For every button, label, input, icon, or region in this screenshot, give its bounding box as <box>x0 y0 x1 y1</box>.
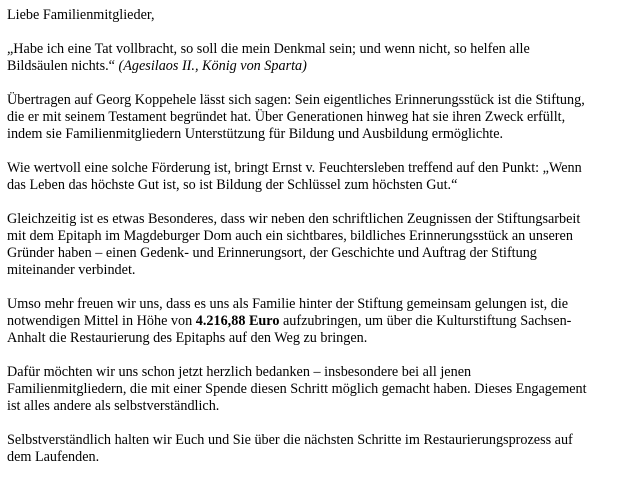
letter-body <box>7 7 612 466</box>
paragraph-line: indem sie Familienmitgliedern Unterstützung für Bildung und Ausbildung ermöglichte. <box>7 126 504 142</box>
paragraph-updates <box>7 432 612 466</box>
paragraph-line: Anhalt die Restaurierung des Epitaphs auf den Weg zu bringen. <box>7 330 368 346</box>
paragraph-thanks <box>7 364 612 415</box>
paragraph-foundation <box>7 92 612 143</box>
paragraph-line: mit dem Epitaph im Magdeburger Dom auch ein sichtbares, bildliches Erinnerungsstück an unseren <box>7 228 573 244</box>
paragraph-line: ist alles andere als selbstverständlich. <box>7 398 220 414</box>
paragraph-line: dem Laufenden. <box>7 449 100 465</box>
paragraph-line: Gründer haben – einen Gedenk- und Erinnerungsort, der Geschichte und Auftrag der Stiftung <box>7 245 537 261</box>
paragraph-line: das Leben das höchste Gut ist, so ist Bildung der Schlüssel zum höchsten Gut.“ <box>7 177 458 193</box>
paragraph-line: Familienmitgliedern, die mit einer Spende diesen Schritt möglich gemacht haben. Dieses Engagement <box>7 381 587 397</box>
letter-greeting: Liebe Familienmitglieder, <box>7 7 155 23</box>
paragraph-funding <box>7 296 612 347</box>
quote-line-end <box>7 58 612 75</box>
quote-text-end: Bildsäulen nichts.“ <box>7 58 119 74</box>
donation-amount: 4.216,88 Euro <box>195 313 280 329</box>
quote-line: „Habe ich eine Tat vollbracht, so soll die mein Denkmal sein; und wenn nicht, so helfen alle <box>7 41 530 57</box>
paragraph-line: Wie wertvoll eine solche Förderung ist, bringt Ernst v. Feuchtersleben treffend auf den Punkt: „Wenn <box>7 160 582 176</box>
paragraph-line: Dafür möchten wir uns schon jetzt herzlich bedanken – insbesondere bei all jenen <box>7 364 472 380</box>
paragraph-line-amount <box>7 313 612 330</box>
quote-attribution: (Agesilaos II., König von Sparta) <box>118 58 307 74</box>
paragraph-line: Übertragen auf Georg Koppehele lässt sich sagen: Sein eigentliches Erinnerungsstück ist die Stiftung, <box>7 92 585 108</box>
paragraph-line: die er mit seinem Testament begründet hat. Über Generationen hinweg hat sie ihren Zweck erfüllt, <box>7 109 566 125</box>
paragraph-line: Umso mehr freuen wir uns, dass es uns als Familie hinter der Stiftung gemeinsam gelungen ist, die <box>7 296 569 312</box>
amount-trail-text: aufzubringen, um über die Kulturstiftung Sachsen- <box>279 313 572 329</box>
paragraph-line: Selbstverständlich halten wir Euch und Sie über die nächsten Schritte im Restaurierungsprozess auf <box>7 432 573 448</box>
paragraph-epitaph <box>7 211 612 279</box>
amount-lead-text: notwendigen Mittel in Höhe von <box>7 313 196 329</box>
paragraph-line: Gleichzeitig ist es etwas Besonderes, dass wir neben den schriftlichen Zeugnissen der Stiftungsarbeit <box>7 211 581 227</box>
paragraph-line: miteinander verbindet. <box>7 262 136 278</box>
paragraph-education-quote <box>7 160 612 194</box>
quote-paragraph <box>7 41 612 75</box>
